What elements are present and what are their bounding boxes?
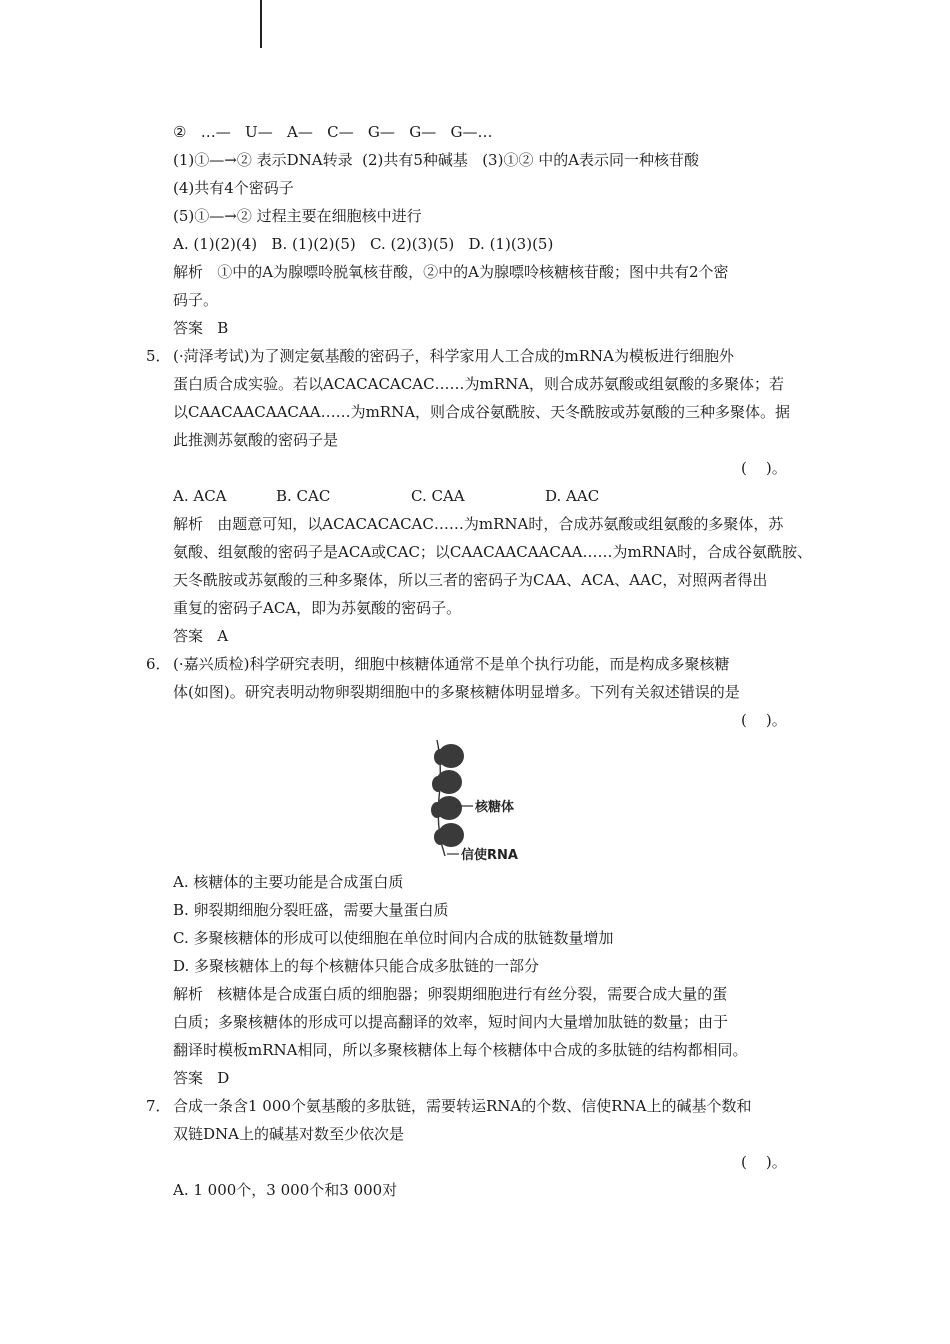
q4-analysis-line-1: 解析 ①中的A为腺嘌呤脱氧核苷酸，②中的A为腺嘌呤核糖核苷酸；图中共有2个密: [173, 263, 729, 281]
q5-analysis-line-3: 天冬酰胺或苏氨酸的三种多聚体，所以三者的密码子为CAA、ACA、AAC，对照两者得出: [173, 571, 768, 589]
q5-answer-blank: ( )。: [741, 459, 787, 477]
q4-statement-1: (1)①—→② 表示DNA转录 (2)共有5种碱基 (3)①② 中的A表示同一种核苷酸: [173, 151, 700, 169]
q6-stem-line-2: 体(如图)。研究表明动物卵裂期细胞中的多聚核糖体明显增多。下列有关叙述错误的是: [173, 683, 740, 701]
page-margin-line: [260, 0, 262, 48]
ribosome-2: [432, 770, 462, 794]
q7-answer-blank: ( )。: [741, 1153, 787, 1171]
mrna-label: 信使RNA: [461, 848, 518, 863]
ribosome-3: [431, 796, 462, 820]
q5-analysis-line-4: 重复的密码子ACA，即为苏氨酸的密码子。: [173, 599, 462, 617]
q5-stem-line-2: 蛋白质合成实验。若以ACACACACAC……为mRNA，则合成苏氨酸或组氨酸的多聚体；若: [173, 375, 785, 393]
q4-sequence-2: ② …— U— A— C— G— G— G—…: [173, 123, 493, 141]
q6-analysis-line-2: 白质；多聚核糖体的形成可以提高翻译的效率，短时间内大量增加肽链的数量；由于: [173, 1013, 729, 1031]
q6-option-a: A. 核糖体的主要功能是合成蛋白质: [173, 873, 404, 891]
q5-stem-line-1: (·菏泽考试)为了测定氨基酸的密码子，科学家用人工合成的mRNA为模板进行细胞外: [173, 347, 734, 365]
q7-option-a: A. 1 000个，3 000个和3 000对: [173, 1181, 398, 1199]
q6-option-c: C. 多聚核糖体的形成可以使细胞在单位时间内合成的肽链数量增加: [173, 929, 614, 947]
q5-stem-line-3: 以CAACAACAACAA……为mRNA，则合成谷氨酰胺、天冬酰胺或苏氨酸的三种多聚体。据: [173, 403, 791, 421]
q4-analysis-line-2: 码子。: [173, 291, 219, 309]
q5-analysis-line-2: 氨酸、组氨酸的密码子是ACA或CAC；以CAACAACAACAA……为mRNA时，合成谷氨酰胺、: [173, 543, 812, 561]
q4-options: A. (1)(2)(4) B. (1)(2)(5) C. (2)(3)(5) D. (1)(3)(5): [173, 235, 554, 253]
q4-statement-2: (4)共有4个密码子: [173, 179, 294, 197]
q7-stem-line-2: 双链DNA上的碱基对数至少依次是: [173, 1125, 404, 1143]
q6-answer: 答案 D: [173, 1069, 230, 1087]
q5-option-b: B. CAC: [276, 487, 331, 505]
q5-option-a: A. ACA: [173, 487, 227, 505]
q4-statement-3: (5)①—→② 过程主要在细胞核中进行: [173, 207, 422, 225]
q4-answer: 答案 B: [173, 319, 229, 337]
ribosome-label: 核糖体: [475, 800, 515, 815]
q7-stem-line-1: 合成一条含1 000个氨基酸的多肽链，需要转运RNA的个数、信使RNA上的碱基个数和: [173, 1097, 752, 1115]
q7-number: 7．: [146, 1097, 171, 1115]
polyribosome-figure: [425, 738, 565, 868]
q6-answer-blank: ( )。: [741, 711, 787, 729]
q6-stem-line-1: (·嘉兴质检)科学研究表明，细胞中核糖体通常不是单个执行功能，而是构成多聚核糖: [173, 655, 730, 673]
q5-analysis-line-1: 解析 由题意可知，以ACACACACAC……为mRNA时，合成苏氨酸或组氨酸的多聚体，苏: [173, 515, 784, 533]
q6-number: 6．: [146, 655, 171, 673]
q5-option-c: C. CAA: [411, 487, 465, 505]
q6-option-b: B. 卵裂期细胞分裂旺盛，需要大量蛋白质: [173, 901, 449, 919]
q6-analysis-line-1: 解析 核糖体是合成蛋白质的细胞器；卵裂期细胞进行有丝分裂，需要合成大量的蛋: [173, 985, 728, 1003]
q6-analysis-line-3: 翻译时模板mRNA相同，所以多聚核糖体上每个核糖体中合成的多肽链的结构都相同。: [173, 1041, 748, 1059]
q5-option-d: D. AAC: [545, 487, 600, 505]
q5-stem-line-4: 此推测苏氨酸的密码子是: [173, 431, 339, 449]
q5-number: 5．: [146, 347, 171, 365]
q6-option-d: D. 多聚核糖体上的每个核糖体只能合成多肽链的一部分: [173, 957, 540, 975]
q5-answer: 答案 A: [173, 627, 229, 645]
